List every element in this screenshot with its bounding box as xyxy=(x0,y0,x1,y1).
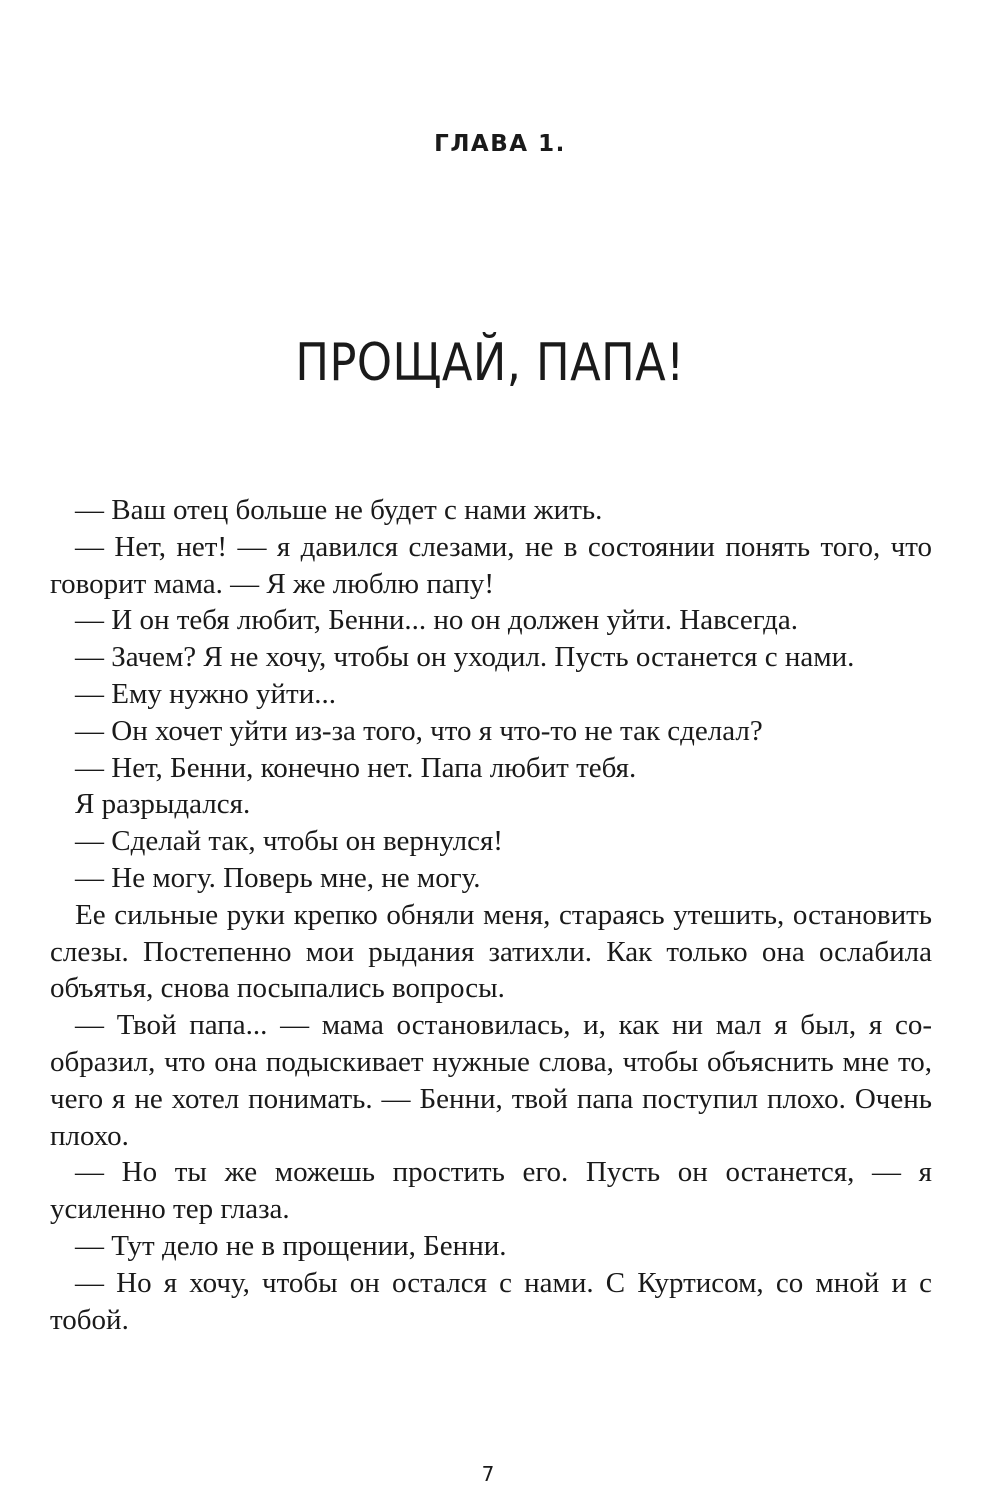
paragraph: — Но я хочу, чтобы он остался с нами. С Куртисом, со мной и с тобой. xyxy=(50,1266,932,1336)
paragraph: — Ему нужно уйти... xyxy=(75,677,336,710)
paragraph: — Но ты же можешь простить его. Пусть он останется, — я усиленно тер глаза. xyxy=(50,1156,932,1226)
paragraph: — Твой папа... — мама остановилась, и, как ни мал я был, я сообразил, что она подыскивает нужные слова, чтобы объяснить мне то, чего я не хотел понимать. — Бенни, твой папа поступил плохо. Очень плохо. xyxy=(50,1009,932,1152)
body-text xyxy=(50,492,932,1338)
paragraph: — Не могу. Поверь мне, не могу. xyxy=(75,861,481,894)
paragraph: Ее сильные руки крепко обняли меня, стараясь утешить, остановить слезы. Постепенно мои рыдания затихли. Как только она ослабила объятья, снова посыпались вопросы. xyxy=(50,898,932,1005)
paragraph: — Нет, нет! — я давился слезами, не в состоянии понять того, что говорит мама. — Я же люблю папу! xyxy=(50,530,932,600)
chapter-label: ГЛАВА 1. xyxy=(434,131,566,157)
page-number: 7 xyxy=(481,1462,495,1486)
paragraph: — Зачем? Я не хочу, чтобы он уходил. Пусть останется с нами. xyxy=(75,641,855,674)
paragraph: — Сделай так, чтобы он вернулся! xyxy=(75,825,503,858)
paragraph: — Нет, Бенни, конечно нет. Папа любит тебя. xyxy=(75,751,637,784)
paragraph: — Ваш отец больше не будет с нами жить. xyxy=(75,494,603,526)
paragraph: — И он тебя любит, Бенни... но он должен уйти. Навсегда. xyxy=(75,604,799,637)
paragraph: — Тут дело не в прощении, Бенни. xyxy=(75,1229,507,1262)
paragraph: Я разрыдался. xyxy=(75,788,251,821)
chapter-title: ПРОЩАЙ, ПАПА! xyxy=(295,333,685,393)
paragraph: — Он хочет уйти из-за того, что я что-то не так сделал? xyxy=(75,714,763,747)
